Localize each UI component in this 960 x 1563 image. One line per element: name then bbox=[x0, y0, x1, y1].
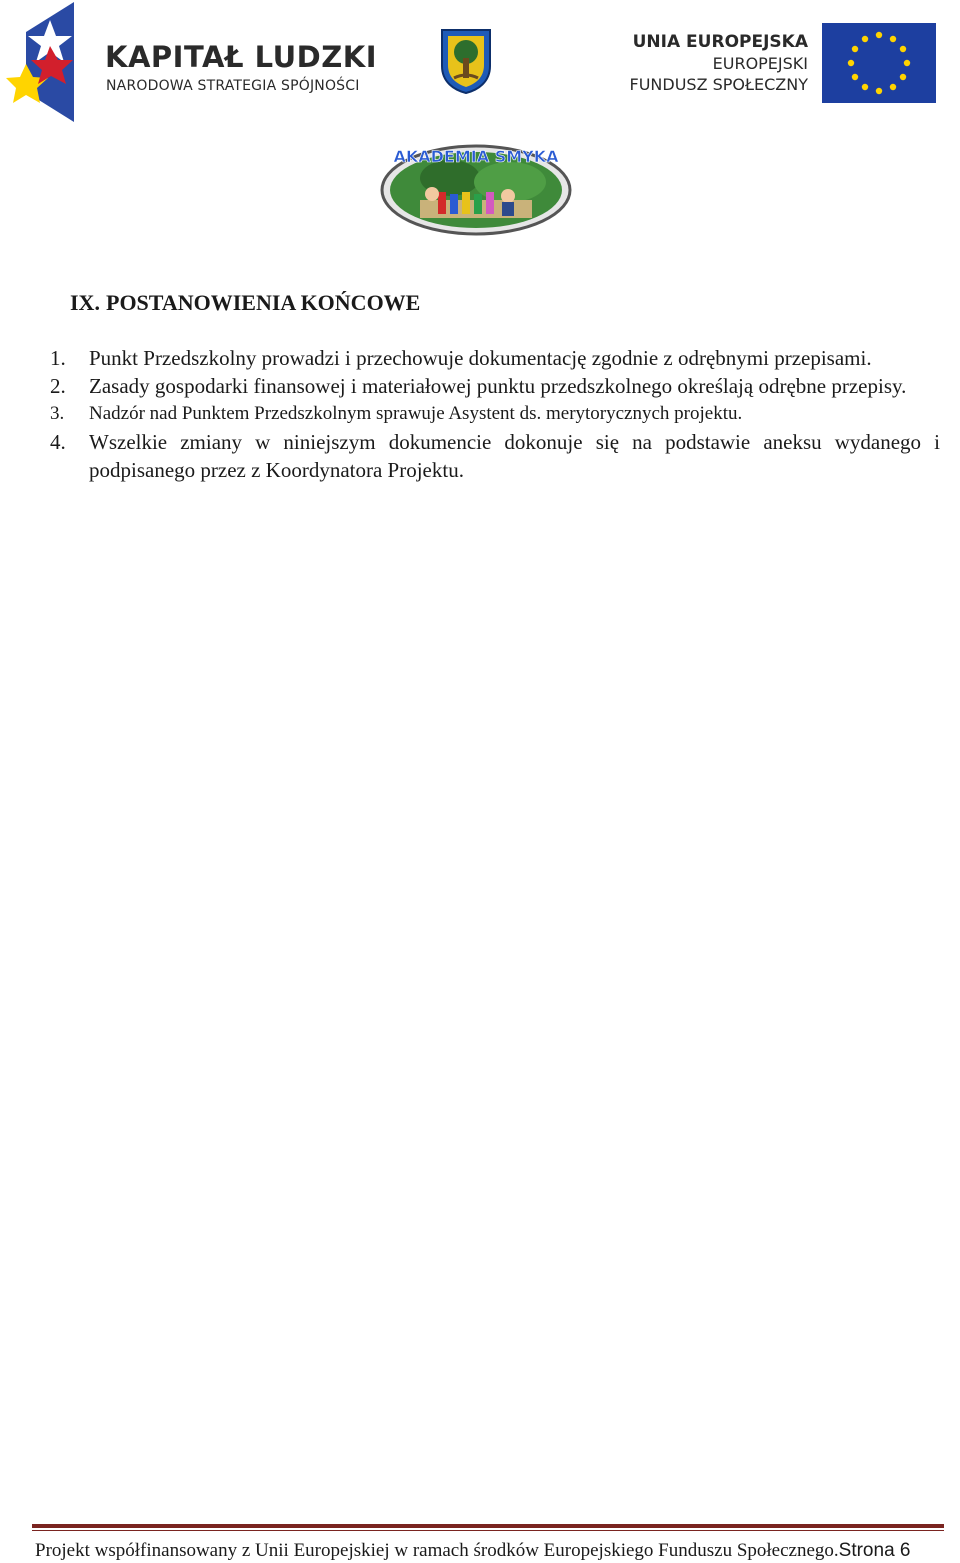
eu-line-3: FUNDUSZ SPOŁECZNY bbox=[629, 75, 808, 94]
list-item-text: Zasady gospodarki finansowej i materiałowej punktu przedszkolnego określają odrębne przepisy. bbox=[89, 374, 907, 398]
coat-of-arms-icon bbox=[440, 28, 492, 94]
section-number: IX. bbox=[70, 290, 100, 315]
kapital-ludzki-emblem-icon bbox=[6, 2, 96, 124]
list-item bbox=[50, 428, 940, 484]
kapital-ludzki-subtitle: NARODOWA STRATEGIA SPÓJNOŚCI bbox=[106, 78, 360, 94]
footer-text: Projekt współfinansowany z Unii Europejskiej w ramach środków Europejskiego Funduszu Społecznego. bbox=[35, 1540, 839, 1561]
eu-line-1: UNIA EUROPEJSKA bbox=[632, 32, 808, 52]
eu-logo-text bbox=[630, 32, 809, 95]
footer-divider bbox=[32, 1524, 944, 1528]
list-item-text: Nadzór nad Punktem Przedszkolnym sprawuje Asystent ds. merytorycznych projektu. bbox=[89, 403, 743, 424]
provisions-list bbox=[50, 344, 940, 484]
list-item-text: Wszelkie zmiany w niniejszym dokumencie dokonuje się na podstawie aneksu wydanego i podpisanego przez z Koordynatora Projektu. bbox=[89, 430, 940, 482]
list-item bbox=[50, 372, 940, 400]
akademia-smyka-label: AKADEMIA SMYKA bbox=[393, 147, 559, 166]
list-item bbox=[50, 400, 940, 428]
eu-line-2: EUROPEJSKI bbox=[712, 54, 808, 73]
list-item-number: 2. bbox=[50, 374, 66, 398]
footer bbox=[35, 1540, 910, 1562]
list-item-number: 4. bbox=[50, 430, 66, 454]
list-item-text: Punkt Przedszkolny prowadzi i przechowuje dokumentację zgodnie z odrębnymi przepisami. bbox=[89, 346, 872, 370]
section-title: POSTANOWIENIA KOŃCOWE bbox=[106, 290, 421, 315]
section-heading bbox=[70, 290, 420, 316]
list-item-number: 1. bbox=[50, 346, 66, 370]
footer-divider-thin bbox=[32, 1530, 944, 1531]
page-number: Strona 6 bbox=[838, 1540, 911, 1561]
akademia-smyka-logo bbox=[380, 138, 572, 236]
list-item bbox=[50, 344, 940, 372]
kapital-ludzki-title: KAPITAŁ LUDZKI bbox=[105, 40, 378, 74]
list-item-number: 3. bbox=[50, 403, 65, 424]
eu-flag-icon bbox=[822, 23, 936, 103]
